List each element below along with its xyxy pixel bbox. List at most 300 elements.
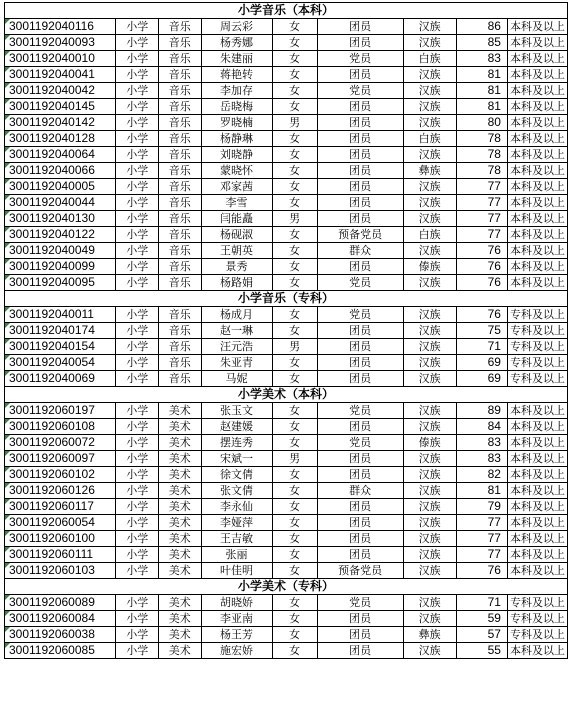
political-status-cell: 团员 [317,211,403,227]
gender-cell: 女 [272,419,317,435]
political-status-cell: 团员 [317,611,403,627]
subject-cell: 音乐 [158,19,201,35]
category-cell: 小学 [116,147,159,163]
score-cell: 75 [456,323,507,339]
score-cell: 89 [456,403,507,419]
table-row [5,467,568,483]
category-cell: 小学 [116,19,159,35]
score-cell: 76 [456,259,507,275]
political-status-cell: 党员 [317,595,403,611]
political-status-cell: 群众 [317,483,403,499]
category-cell: 小学 [116,643,159,659]
section-title: 小学音乐（专科） [5,291,568,307]
gender-cell: 女 [272,179,317,195]
gender-cell: 男 [272,211,317,227]
subject-cell: 音乐 [158,131,201,147]
education-cell: 本科及以上 [507,163,567,179]
candidate-id-cell: 3001192060038 [5,627,116,643]
table-row [5,435,568,451]
name-cell: 刘晓静 [201,147,272,163]
table-row [5,499,568,515]
political-status-cell: 党员 [317,83,403,99]
candidate-id-cell: 3001192040174 [5,323,116,339]
ethnicity-cell: 汉族 [403,419,456,435]
category-cell: 小学 [116,611,159,627]
gender-cell: 女 [272,531,317,547]
name-cell: 闫能矗 [201,211,272,227]
candidate-id-cell: 3001192040011 [5,307,116,323]
ethnicity-cell: 白族 [403,51,456,67]
ethnicity-cell: 汉族 [403,515,456,531]
name-cell: 李雪 [201,195,272,211]
education-cell: 本科及以上 [507,403,567,419]
political-status-cell: 党员 [317,403,403,419]
score-cell: 57 [456,627,507,643]
score-cell: 77 [456,227,507,243]
gender-cell: 女 [272,499,317,515]
category-cell: 小学 [116,67,159,83]
candidate-id-cell: 3001192040069 [5,371,116,387]
score-cell: 81 [456,99,507,115]
candidate-id-cell: 3001192060097 [5,451,116,467]
name-cell: 李永仙 [201,499,272,515]
category-cell: 小学 [116,355,159,371]
category-cell: 小学 [116,243,159,259]
table-row [5,35,568,51]
name-cell: 王朝英 [201,243,272,259]
name-cell: 杨路娟 [201,275,272,291]
table-row [5,595,568,611]
gender-cell: 女 [272,307,317,323]
gender-cell: 女 [272,35,317,51]
education-cell: 本科及以上 [507,211,567,227]
ethnicity-cell: 汉族 [403,531,456,547]
political-status-cell: 党员 [317,51,403,67]
name-cell: 张文倩 [201,483,272,499]
ethnicity-cell: 汉族 [403,35,456,51]
name-cell: 岳晓梅 [201,99,272,115]
ethnicity-cell: 汉族 [403,595,456,611]
table-row [5,419,568,435]
education-cell: 本科及以上 [507,435,567,451]
name-cell: 徐文倩 [201,467,272,483]
score-cell: 76 [456,563,507,579]
name-cell: 李亚南 [201,611,272,627]
education-cell: 本科及以上 [507,467,567,483]
gender-cell: 女 [272,131,317,147]
political-status-cell: 团员 [317,67,403,83]
gender-cell: 女 [272,547,317,563]
ethnicity-cell: 白族 [403,131,456,147]
score-cell: 78 [456,147,507,163]
ethnicity-cell: 汉族 [403,355,456,371]
candidate-id-cell: 3001192040093 [5,35,116,51]
political-status-cell: 团员 [317,547,403,563]
category-cell: 小学 [116,83,159,99]
name-cell: 杨砚淑 [201,227,272,243]
table-row [5,19,568,35]
name-cell: 王吉敏 [201,531,272,547]
education-cell: 本科及以上 [507,115,567,131]
subject-cell: 美术 [158,451,201,467]
ethnicity-cell: 汉族 [403,451,456,467]
score-cell: 77 [456,515,507,531]
subject-cell: 音乐 [158,115,201,131]
education-cell: 本科及以上 [507,275,567,291]
subject-cell: 美术 [158,563,201,579]
table-row [5,339,568,355]
subject-cell: 美术 [158,531,201,547]
education-cell: 专科及以上 [507,611,567,627]
category-cell: 小学 [116,131,159,147]
candidate-id-cell: 3001192040005 [5,179,116,195]
ethnicity-cell: 汉族 [403,179,456,195]
category-cell: 小学 [116,259,159,275]
category-cell: 小学 [116,179,159,195]
ethnicity-cell: 傣族 [403,435,456,451]
table-row [5,451,568,467]
name-cell: 朱亚青 [201,355,272,371]
ethnicity-cell: 白族 [403,227,456,243]
name-cell: 赵一琳 [201,323,272,339]
political-status-cell: 预备党员 [317,563,403,579]
table-row [5,483,568,499]
education-cell: 专科及以上 [507,339,567,355]
candidate-id-cell: 3001192060072 [5,435,116,451]
category-cell: 小学 [116,531,159,547]
category-cell: 小学 [116,211,159,227]
score-cell: 76 [456,243,507,259]
political-status-cell: 党员 [317,275,403,291]
ethnicity-cell: 汉族 [403,483,456,499]
subject-cell: 美术 [158,483,201,499]
name-cell: 杨秀娜 [201,35,272,51]
candidate-id-cell: 3001192040066 [5,163,116,179]
results-table [4,2,568,659]
name-cell: 杨成月 [201,307,272,323]
ethnicity-cell: 汉族 [403,371,456,387]
table-row [5,83,568,99]
political-status-cell: 团员 [317,515,403,531]
table-row [5,515,568,531]
education-cell: 本科及以上 [507,227,567,243]
score-cell: 81 [456,83,507,99]
score-cell: 85 [456,35,507,51]
subject-cell: 音乐 [158,83,201,99]
subject-cell: 音乐 [158,35,201,51]
ethnicity-cell: 汉族 [403,83,456,99]
candidate-id-cell: 3001192060197 [5,403,116,419]
candidate-id-cell: 3001192040042 [5,83,116,99]
category-cell: 小学 [116,547,159,563]
subject-cell: 美术 [158,547,201,563]
candidate-id-cell: 3001192040054 [5,355,116,371]
table-row [5,563,568,579]
table-row [5,67,568,83]
candidate-id-cell: 3001192040095 [5,275,116,291]
name-cell: 周云彩 [201,19,272,35]
ethnicity-cell: 汉族 [403,195,456,211]
section-header-row [5,387,568,403]
education-cell: 本科及以上 [507,451,567,467]
category-cell: 小学 [116,403,159,419]
score-cell: 77 [456,195,507,211]
political-status-cell: 团员 [317,499,403,515]
gender-cell: 女 [272,435,317,451]
education-cell: 本科及以上 [507,643,567,659]
candidate-id-cell: 3001192040064 [5,147,116,163]
category-cell: 小学 [116,499,159,515]
political-status-cell: 团员 [317,179,403,195]
score-cell: 71 [456,595,507,611]
candidate-id-cell: 3001192060102 [5,467,116,483]
section-title: 小学美术（本科） [5,387,568,403]
ethnicity-cell: 汉族 [403,243,456,259]
education-cell: 本科及以上 [507,563,567,579]
political-status-cell: 团员 [317,19,403,35]
candidate-id-cell: 3001192040010 [5,51,116,67]
category-cell: 小学 [116,435,159,451]
ethnicity-cell: 汉族 [403,611,456,627]
score-cell: 55 [456,643,507,659]
table-row [5,531,568,547]
category-cell: 小学 [116,115,159,131]
name-cell: 李娅萍 [201,515,272,531]
candidate-id-cell: 3001192040116 [5,19,116,35]
subject-cell: 美术 [158,403,201,419]
political-status-cell: 党员 [317,435,403,451]
education-cell: 本科及以上 [507,131,567,147]
education-cell: 本科及以上 [507,259,567,275]
table-row [5,403,568,419]
score-cell: 78 [456,163,507,179]
political-status-cell: 团员 [317,99,403,115]
category-cell: 小学 [116,99,159,115]
education-cell: 本科及以上 [507,547,567,563]
table-row [5,131,568,147]
subject-cell: 音乐 [158,195,201,211]
political-status-cell: 团员 [317,147,403,163]
ethnicity-cell: 汉族 [403,403,456,419]
education-cell: 本科及以上 [507,531,567,547]
table-row [5,611,568,627]
table-row [5,307,568,323]
gender-cell: 男 [272,339,317,355]
score-cell: 69 [456,371,507,387]
gender-cell: 女 [272,595,317,611]
subject-cell: 音乐 [158,323,201,339]
political-status-cell: 团员 [317,323,403,339]
score-cell: 86 [456,19,507,35]
gender-cell: 女 [272,147,317,163]
candidate-id-cell: 3001192060054 [5,515,116,531]
gender-cell: 女 [272,275,317,291]
score-cell: 76 [456,307,507,323]
political-status-cell: 预备党员 [317,227,403,243]
category-cell: 小学 [116,35,159,51]
score-cell: 77 [456,547,507,563]
candidate-id-cell: 3001192040099 [5,259,116,275]
candidate-id-cell: 3001192040142 [5,115,116,131]
political-status-cell: 团员 [317,131,403,147]
political-status-cell: 团员 [317,451,403,467]
education-cell: 本科及以上 [507,51,567,67]
table-row [5,547,568,563]
candidate-id-cell: 3001192040145 [5,99,116,115]
score-cell: 83 [456,51,507,67]
ethnicity-cell: 汉族 [403,67,456,83]
score-cell: 82 [456,467,507,483]
subject-cell: 音乐 [158,163,201,179]
gender-cell: 女 [272,643,317,659]
political-status-cell: 团员 [317,467,403,483]
ethnicity-cell: 汉族 [403,211,456,227]
table-row [5,163,568,179]
ethnicity-cell: 傣族 [403,259,456,275]
political-status-cell: 团员 [317,35,403,51]
category-cell: 小学 [116,275,159,291]
ethnicity-cell: 汉族 [403,547,456,563]
gender-cell: 女 [272,483,317,499]
score-cell: 80 [456,115,507,131]
candidate-id-cell: 3001192040154 [5,339,116,355]
education-cell: 本科及以上 [507,195,567,211]
table-row [5,147,568,163]
ethnicity-cell: 汉族 [403,19,456,35]
candidate-id-cell: 3001192060084 [5,611,116,627]
category-cell: 小学 [116,195,159,211]
subject-cell: 音乐 [158,307,201,323]
table-row [5,355,568,371]
education-cell: 本科及以上 [507,499,567,515]
name-cell: 叶佳明 [201,563,272,579]
table-row [5,51,568,67]
education-cell: 专科及以上 [507,595,567,611]
gender-cell: 女 [272,611,317,627]
category-cell: 小学 [116,227,159,243]
education-cell: 本科及以上 [507,67,567,83]
subject-cell: 美术 [158,595,201,611]
ethnicity-cell: 汉族 [403,99,456,115]
category-cell: 小学 [116,51,159,67]
candidate-id-cell: 3001192060100 [5,531,116,547]
name-cell: 汪元浩 [201,339,272,355]
education-cell: 专科及以上 [507,307,567,323]
political-status-cell: 团员 [317,163,403,179]
subject-cell: 美术 [158,515,201,531]
name-cell: 蒋艳转 [201,67,272,83]
table-row [5,259,568,275]
category-cell: 小学 [116,515,159,531]
name-cell: 张丽 [201,547,272,563]
ethnicity-cell: 汉族 [403,563,456,579]
section-title: 小学音乐（本科） [5,3,568,19]
subject-cell: 音乐 [158,355,201,371]
gender-cell: 女 [272,99,317,115]
table-row [5,227,568,243]
education-cell: 本科及以上 [507,35,567,51]
table-row [5,243,568,259]
subject-cell: 美术 [158,467,201,483]
gender-cell: 女 [272,227,317,243]
table-row [5,627,568,643]
table-row [5,275,568,291]
education-cell: 本科及以上 [507,99,567,115]
name-cell: 施宏娇 [201,643,272,659]
name-cell: 邓家茜 [201,179,272,195]
ethnicity-cell: 彝族 [403,163,456,179]
score-cell: 77 [456,179,507,195]
candidate-id-cell: 3001192060108 [5,419,116,435]
subject-cell: 音乐 [158,179,201,195]
name-cell: 罗晓楠 [201,115,272,131]
name-cell: 摆连秀 [201,435,272,451]
political-status-cell: 团员 [317,419,403,435]
subject-cell: 音乐 [158,51,201,67]
ethnicity-cell: 汉族 [403,339,456,355]
candidate-id-cell: 3001192060085 [5,643,116,659]
candidate-id-cell: 3001192060103 [5,563,116,579]
political-status-cell: 团员 [317,531,403,547]
category-cell: 小学 [116,371,159,387]
political-status-cell: 团员 [317,339,403,355]
score-cell: 83 [456,451,507,467]
gender-cell: 女 [272,67,317,83]
section-title: 小学美术（专科） [5,579,568,595]
ethnicity-cell: 汉族 [403,307,456,323]
political-status-cell: 团员 [317,627,403,643]
name-cell: 赵建媛 [201,419,272,435]
name-cell: 杨王芳 [201,627,272,643]
score-cell: 78 [456,131,507,147]
table-row [5,179,568,195]
political-status-cell: 团员 [317,259,403,275]
political-status-cell: 群众 [317,243,403,259]
gender-cell: 女 [272,19,317,35]
subject-cell: 音乐 [158,67,201,83]
gender-cell: 男 [272,451,317,467]
candidate-id-cell: 3001192040122 [5,227,116,243]
score-cell: 81 [456,483,507,499]
subject-cell: 美术 [158,499,201,515]
category-cell: 小学 [116,323,159,339]
gender-cell: 女 [272,563,317,579]
gender-cell: 女 [272,195,317,211]
score-cell: 59 [456,611,507,627]
ethnicity-cell: 汉族 [403,323,456,339]
table-row [5,323,568,339]
category-cell: 小学 [116,467,159,483]
category-cell: 小学 [116,595,159,611]
education-cell: 本科及以上 [507,147,567,163]
subject-cell: 音乐 [158,339,201,355]
subject-cell: 美术 [158,419,201,435]
table-row [5,99,568,115]
subject-cell: 美术 [158,611,201,627]
category-cell: 小学 [116,419,159,435]
category-cell: 小学 [116,163,159,179]
score-cell: 76 [456,275,507,291]
name-cell: 胡晓娇 [201,595,272,611]
table-row [5,643,568,659]
candidate-id-cell: 3001192040128 [5,131,116,147]
score-cell: 81 [456,67,507,83]
candidate-id-cell: 3001192060117 [5,499,116,515]
name-cell: 宋斌一 [201,451,272,467]
score-cell: 69 [456,355,507,371]
education-cell: 专科及以上 [507,371,567,387]
name-cell: 朱建丽 [201,51,272,67]
